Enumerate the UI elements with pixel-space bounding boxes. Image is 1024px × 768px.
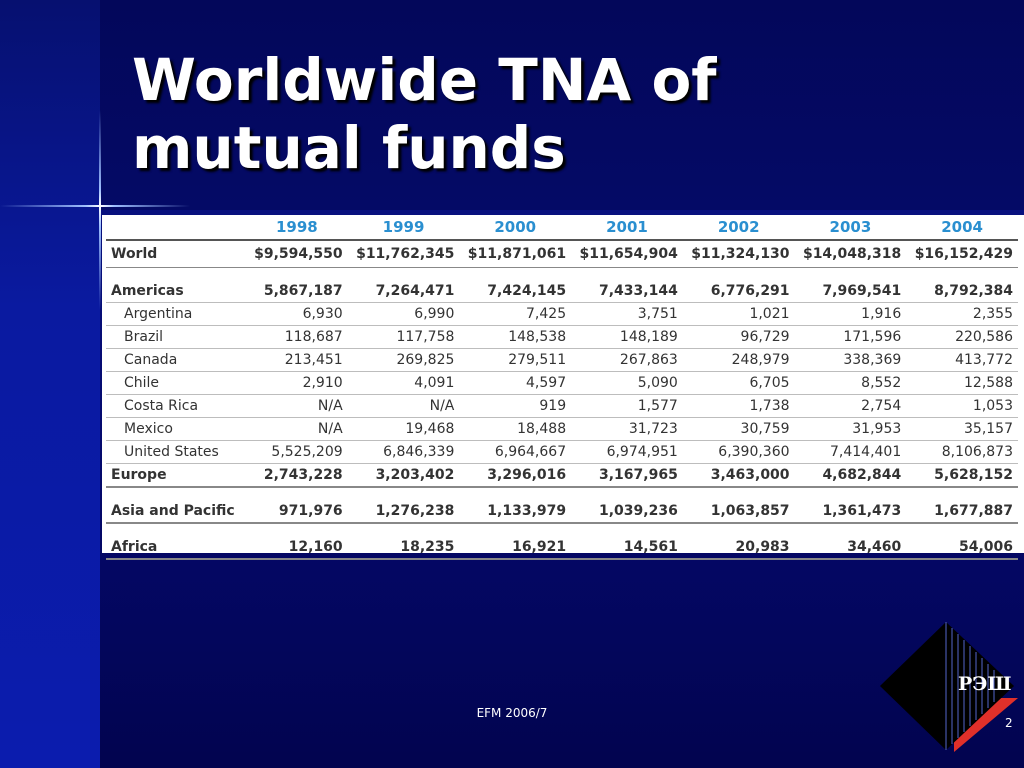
- table-cell: 8,552: [795, 372, 907, 395]
- table-cell: 96,729: [683, 326, 795, 349]
- table-cell: 2,743,228: [246, 464, 348, 488]
- slide-footer: EFM 2006/7: [476, 706, 548, 720]
- left-accent-band: [0, 0, 100, 768]
- table-cell: 12,588: [906, 372, 1018, 395]
- table-cell: 267,863: [571, 349, 683, 372]
- spacer-cell: [106, 268, 1018, 281]
- table-cell: 31,723: [571, 418, 683, 441]
- table-cell: 1,133,979: [459, 500, 571, 523]
- table-cell: 919: [459, 395, 571, 418]
- table-cell: 7,264,471: [348, 280, 460, 303]
- spacer-cell: [106, 523, 1018, 536]
- vertical-light-streak: [99, 110, 101, 310]
- table-cell: 2,355: [906, 303, 1018, 326]
- row-label: Europe: [106, 464, 246, 488]
- horizontal-light-streak: [0, 205, 190, 207]
- row-label: Africa: [106, 536, 246, 559]
- row-label: World: [106, 240, 246, 268]
- header-year: 1998: [246, 215, 348, 240]
- table-cell: 6,390,360: [683, 441, 795, 464]
- table-cell: 6,964,667: [459, 441, 571, 464]
- table-cell: N/A: [246, 395, 348, 418]
- table-cell: N/A: [348, 395, 460, 418]
- table-cell: 6,974,951: [571, 441, 683, 464]
- table-row-europe: [106, 464, 1018, 488]
- table-cell: N/A: [246, 418, 348, 441]
- tna-table-image: [102, 215, 1024, 553]
- table-cell: $11,654,904: [571, 240, 683, 268]
- table-row-argentina: [106, 303, 1018, 326]
- header-year: 2000: [459, 215, 571, 240]
- table-cell: 3,167,965: [571, 464, 683, 488]
- table-cell: 31,953: [795, 418, 907, 441]
- table-cell: 971,976: [246, 500, 348, 523]
- row-label: Canada: [106, 349, 246, 372]
- table-cell: 148,538: [459, 326, 571, 349]
- table-cell: 248,979: [683, 349, 795, 372]
- table-row-costa-rica: [106, 395, 1018, 418]
- table-cell: 148,189: [571, 326, 683, 349]
- table-cell: 1,276,238: [348, 500, 460, 523]
- table-cell: 1,361,473: [795, 500, 907, 523]
- table-cell: 6,930: [246, 303, 348, 326]
- table-cell: 7,433,144: [571, 280, 683, 303]
- table-cell: 118,687: [246, 326, 348, 349]
- table-cell: 5,090: [571, 372, 683, 395]
- row-label: Chile: [106, 372, 246, 395]
- table-cell: 1,063,857: [683, 500, 795, 523]
- row-label: United States: [106, 441, 246, 464]
- table-cell: 2,754: [795, 395, 907, 418]
- table-cell: 30,759: [683, 418, 795, 441]
- table-cell: 338,369: [795, 349, 907, 372]
- table-cell: 8,792,384: [906, 280, 1018, 303]
- row-label: Mexico: [106, 418, 246, 441]
- table-cell: 3,751: [571, 303, 683, 326]
- table-spacer-row: [106, 523, 1018, 536]
- table-cell: 1,053: [906, 395, 1018, 418]
- table-row-chile: [106, 372, 1018, 395]
- table-row-africa: [106, 536, 1018, 559]
- table-cell: 3,203,402: [348, 464, 460, 488]
- table-row-mexico: [106, 418, 1018, 441]
- table-cell: 4,682,844: [795, 464, 907, 488]
- table-cell: 4,597: [459, 372, 571, 395]
- table-cell: 14,561: [571, 536, 683, 559]
- table-cell: 7,425: [459, 303, 571, 326]
- table-row-americas: [106, 280, 1018, 303]
- row-label: Brazil: [106, 326, 246, 349]
- table-cell: 213,451: [246, 349, 348, 372]
- table-row-canada: [106, 349, 1018, 372]
- slide-title-line-1: Worldwide TNA of: [132, 46, 717, 114]
- table-cell: 4,091: [348, 372, 460, 395]
- table-cell: 2,910: [246, 372, 348, 395]
- table-cell: 1,577: [571, 395, 683, 418]
- logo-text: РЭШ: [958, 673, 1012, 695]
- table-cell: 5,628,152: [906, 464, 1018, 488]
- table-cell: 12,160: [246, 536, 348, 559]
- table-cell: 1,021: [683, 303, 795, 326]
- table-cell: $14,048,318: [795, 240, 907, 268]
- spacer-cell: [106, 487, 1018, 500]
- table-cell: $9,594,550: [246, 240, 348, 268]
- header-year: 2002: [683, 215, 795, 240]
- table-cell: 171,596: [795, 326, 907, 349]
- table-cell: $11,762,345: [348, 240, 460, 268]
- table-row-brazil: [106, 326, 1018, 349]
- header-blank: [106, 215, 246, 240]
- table-row-world: [106, 240, 1018, 268]
- table-cell: 6,990: [348, 303, 460, 326]
- table-cell: 18,488: [459, 418, 571, 441]
- table-cell: 34,460: [795, 536, 907, 559]
- table-cell: 6,705: [683, 372, 795, 395]
- table-cell: 413,772: [906, 349, 1018, 372]
- table-cell: $11,324,130: [683, 240, 795, 268]
- table-cell: 6,776,291: [683, 280, 795, 303]
- page-number: 2: [1005, 716, 1013, 730]
- header-year: 2004: [906, 215, 1018, 240]
- tna-table: [106, 215, 1018, 560]
- slide-title-line-2: mutual funds: [132, 114, 566, 182]
- table-cell: 19,468: [348, 418, 460, 441]
- table-cell: 7,414,401: [795, 441, 907, 464]
- slide-title: [132, 46, 717, 182]
- row-label: Asia and Pacific: [106, 500, 246, 523]
- table-cell: 8,106,873: [906, 441, 1018, 464]
- header-year: 1999: [348, 215, 460, 240]
- table-cell: 1,039,236: [571, 500, 683, 523]
- table-header-row: [106, 215, 1018, 240]
- row-label: Argentina: [106, 303, 246, 326]
- table-cell: 7,424,145: [459, 280, 571, 303]
- table-cell: 20,983: [683, 536, 795, 559]
- table-cell: 6,846,339: [348, 441, 460, 464]
- table-cell: 5,525,209: [246, 441, 348, 464]
- table-cell: 5,867,187: [246, 280, 348, 303]
- table-row-asia-pacific: [106, 500, 1018, 523]
- table-row-united-states: [106, 441, 1018, 464]
- header-year: 2001: [571, 215, 683, 240]
- table-cell: 1,916: [795, 303, 907, 326]
- table-cell: 269,825: [348, 349, 460, 372]
- table-cell: $16,152,429: [906, 240, 1018, 268]
- table-spacer-row: [106, 487, 1018, 500]
- row-label: Costa Rica: [106, 395, 246, 418]
- table-spacer-row: [106, 268, 1018, 281]
- table-cell: 279,511: [459, 349, 571, 372]
- table-cell: 7,969,541: [795, 280, 907, 303]
- table-cell: 3,296,016: [459, 464, 571, 488]
- table-cell: 16,921: [459, 536, 571, 559]
- table-cell: 1,677,887: [906, 500, 1018, 523]
- table-cell: 1,738: [683, 395, 795, 418]
- table-cell: $11,871,061: [459, 240, 571, 268]
- table-cell: 3,463,000: [683, 464, 795, 488]
- table-cell: 54,006: [906, 536, 1018, 559]
- row-label: Americas: [106, 280, 246, 303]
- table-cell: 220,586: [906, 326, 1018, 349]
- table-cell: 18,235: [348, 536, 460, 559]
- header-year: 2003: [795, 215, 907, 240]
- table-cell: 35,157: [906, 418, 1018, 441]
- table-cell: 117,758: [348, 326, 460, 349]
